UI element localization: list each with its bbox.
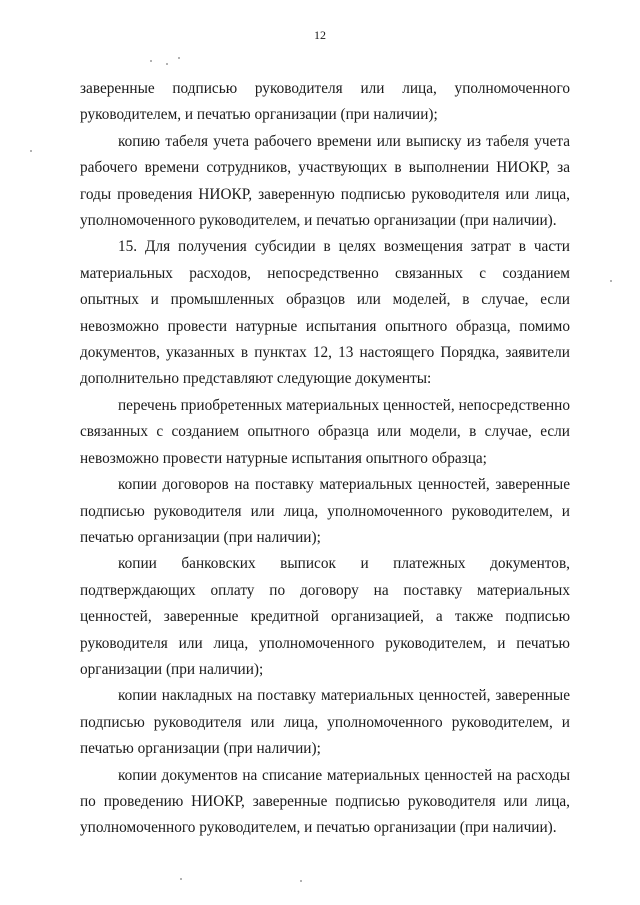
paragraph-write-off-documents: копии документов на списание материальных ценностей на расходы по проведению НИОКР, заверенные подписью руководителя или лица, уполномоченного руководителем, и печатью организации (при наличии).: [80, 766, 570, 837]
scan-speck: [180, 878, 182, 880]
paragraph-timesheet: копию табеля учета рабочего времени или выписку из табеля учета рабочего времени сотрудников, участвующих в выполнении НИОКР, за годы проведения НИОКР, заверенную подписью руководителя или лица, уполномоченного руководителем, и печатью организации (при наличии).: [80, 132, 570, 230]
scan-speck: [610, 280, 612, 282]
document-body: [80, 76, 570, 842]
paragraph-invoices: копии накладных на поставку материальных ценностей, заверенные подписью руководителя или лица, уполномоченного руководителем, и печатью организации (при наличии);: [80, 687, 570, 758]
paragraph-supply-contracts: копии договоров на поставку материальных ценностей, заверенные подписью руководителя или лица, уполномоченного руководителем, и печатью организации (при наличии);: [80, 476, 570, 546]
scan-speck: [30, 150, 32, 152]
page-number: 12: [314, 28, 326, 42]
paragraph-continuation: заверенные подписью руководителя или лица, уполномоченного руководителем, и печатью организации (при наличии);: [80, 80, 570, 124]
paragraph-list-of-materials: перечень приобретенных материальных ценностей, непосредственно связанных с созданием опытного образца или модели, в случае, если невозможно провести натурные испытания опытного образца;: [80, 396, 570, 467]
paragraph-bank-statements: копии банковских выписок и платежных документов, подтверждающих оплату по договору на поставку материальных ценностей, заверенные кредитной организацией, а также подписью руководителя или лица, уполномоченного руководителем, и печатью организации (при наличии);: [80, 555, 570, 678]
scan-speck: [150, 60, 152, 62]
scan-speck: [166, 63, 168, 65]
scan-speck: [178, 57, 180, 59]
paragraph-clause-15: 15. Для получения субсидии в целях возмещения затрат в части материальных расходов, непосредственно связанных с созданием опытных и промышленных образцов или моделей, в случае, если невозможно провести натурные испытания опытного образца, помимо документов, указанных в пунктах 12, 13 настоящего Порядка, заявители дополнительно представляют следующие документы:: [80, 238, 570, 388]
scan-speck: [300, 880, 302, 882]
